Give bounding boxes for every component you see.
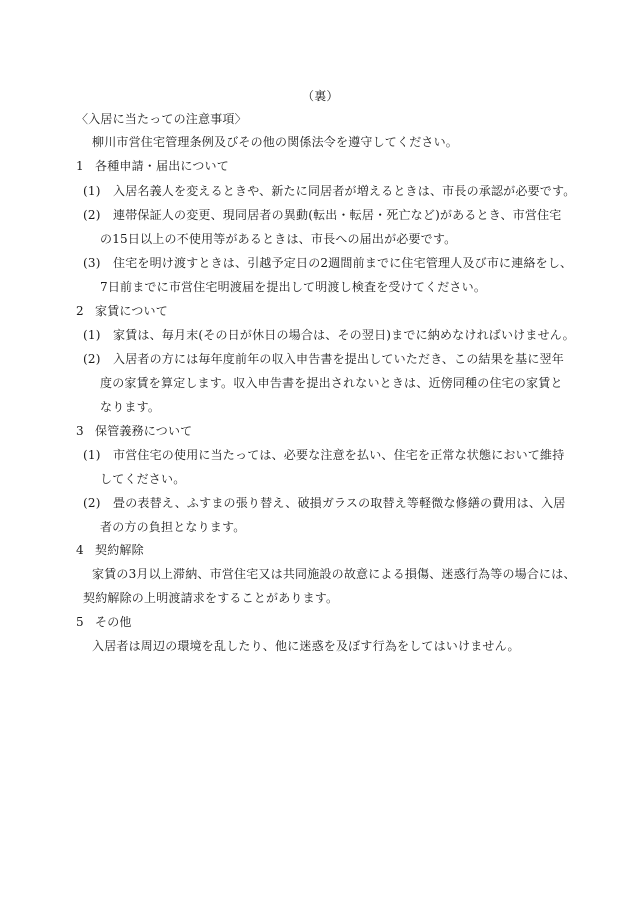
section-body-text: 契約解除の上明渡請求をすることがあります。 bbox=[83, 591, 339, 605]
item-label: (2) bbox=[83, 208, 101, 222]
item-text: 連帯保証人の変更、現同居者の異動(転出・転居・死亡など)があるとき、市営住宅 bbox=[113, 208, 562, 222]
section-heading-text: 契約解除 bbox=[95, 543, 144, 557]
section-number: 3 bbox=[76, 424, 84, 438]
section-heading-1 bbox=[76, 159, 229, 173]
item-text-continuation: の15日以上の不使用等があるときは、市長への届出が必要です。 bbox=[100, 232, 457, 246]
back-side-mark: （裏） bbox=[302, 89, 339, 103]
item-text: 市営住宅の使用に当たっては、必要な注意を払い、住宅を正常な状態において維持 bbox=[113, 448, 565, 462]
item-label: (1) bbox=[83, 448, 101, 462]
section-body-text: 家賃の3月以上滞納、市営住宅又は共同施設の故意による損傷、迷惑行為等の場合には、 bbox=[92, 567, 576, 581]
item-text-continuation: 者の方の負担となります。 bbox=[100, 520, 246, 534]
section-heading-4 bbox=[76, 543, 144, 557]
section-number: 4 bbox=[76, 543, 84, 557]
item-label: (1) bbox=[83, 184, 101, 198]
item-label: (3) bbox=[83, 256, 101, 270]
item-label: (1) bbox=[83, 328, 101, 342]
section-body-text: 入居者は周辺の環境を乱したり、他に迷惑を及ぼす行為をしてはいけません。 bbox=[92, 639, 520, 653]
section-heading-5 bbox=[76, 615, 132, 629]
item-text: 入居者の方には毎年度前年の収入申告書を提出していただき、この結果を基に翌年 bbox=[113, 352, 564, 366]
section-heading-text: 保管義務について bbox=[95, 424, 193, 438]
section-heading-text: その他 bbox=[95, 615, 132, 629]
item-text: 住宅を明け渡すときは、引越予定日の2週間前までに住宅管理人及び市に連絡をし、 bbox=[113, 256, 573, 270]
item-label: (2) bbox=[83, 496, 101, 510]
notes-intro: 柳川市営住宅管理条例及びその他の関係法令を遵守してください。 bbox=[92, 135, 459, 149]
item-text-continuation: してください。 bbox=[100, 472, 186, 486]
item-text: 入居名義人を変えるときや、新たに同居者が増えるときは、市長の承認が必要です。 bbox=[113, 184, 576, 198]
section-heading-text: 家賃について bbox=[95, 304, 168, 318]
item-label: (2) bbox=[83, 352, 101, 366]
section-heading-2 bbox=[76, 304, 168, 318]
section-number: 5 bbox=[76, 615, 84, 629]
section-heading-3 bbox=[76, 424, 192, 438]
notes-title: 〈入居に当たっての注意事項〉 bbox=[76, 112, 247, 126]
item-text: 家賃は、毎月末(その日が休日の場合は、その翌日)までに納めなければいけません。 bbox=[113, 328, 575, 342]
section-number: 1 bbox=[76, 159, 84, 173]
section-number: 2 bbox=[76, 304, 84, 318]
item-text-continuation: 7日前までに市営住宅明渡届を提出して明渡し検査を受けてください。 bbox=[100, 280, 487, 294]
section-heading-text: 各種申請・届出について bbox=[95, 159, 229, 173]
item-text-continuation: 度の家賃を算定します。収入申告書を提出されないときは、近傍同種の住宅の家賃と bbox=[100, 376, 563, 390]
item-text: 畳の表替え、ふすまの張り替え、破損ガラスの取替え等軽微な修繕の費用は、入居 bbox=[113, 496, 566, 510]
item-text-continuation: なります。 bbox=[100, 400, 161, 414]
